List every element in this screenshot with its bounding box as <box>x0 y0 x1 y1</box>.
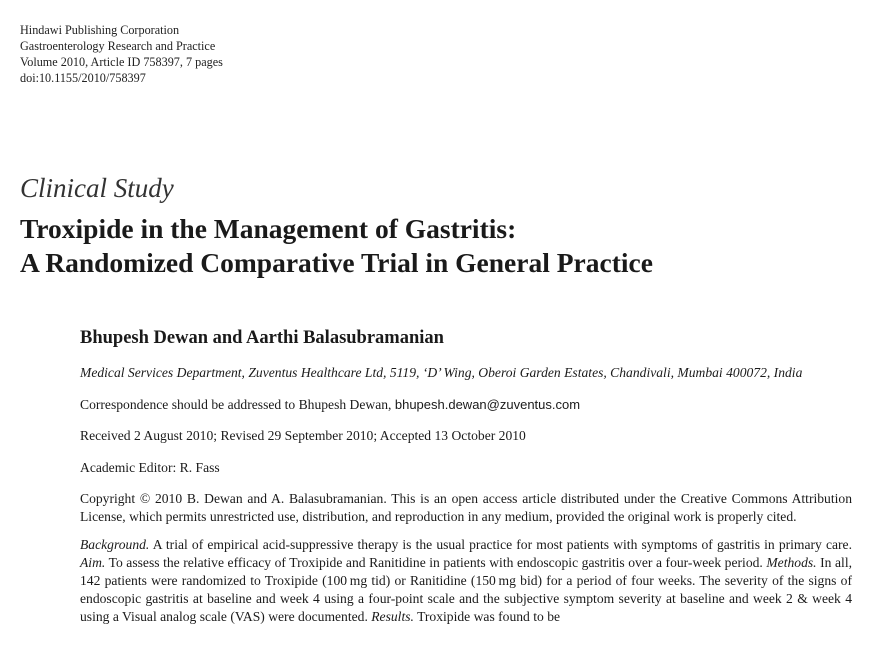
abstract-background-label: Background. <box>80 537 150 552</box>
publisher-name: Hindawi Publishing Corporation <box>20 23 180 37</box>
title-line-2: A Randomized Comparative Trial in General Practice <box>20 247 653 278</box>
abstract-results-label: Results. <box>371 609 414 624</box>
abstract-aim-label: Aim. <box>80 555 106 570</box>
copyright-notice: Copyright © 2010 B. Dewan and A. Balasubramanian. This is an open access article distributed under the Creative Commons Attribution License, which permits unrestricted use, distribution, and reproduction in any medium, provided the original work is properly cited. <box>80 491 852 524</box>
correspondence <box>80 396 852 414</box>
journal-header <box>20 22 223 86</box>
abstract-methods-label: Methods. <box>766 555 817 570</box>
academic-editor: Academic Editor: R. Fass <box>80 459 220 475</box>
correspondence-email-link[interactable]: bhupesh.dewan@zuventus.com <box>394 396 581 412</box>
abstract-background-text: A trial of empirical acid-suppressive therapy is the usual practice for most patients with symptoms of gastritis in primary care. <box>149 537 852 552</box>
correspondence-text: Correspondence should be addressed to Bhupesh Dewan, <box>80 396 395 412</box>
title-line-1: Troxipide in the Management of Gastritis: <box>20 213 517 244</box>
abstract-results-text: Troxipide was found to be <box>413 609 561 624</box>
article-type: Clinical Study <box>20 173 174 203</box>
article-front-matter <box>80 326 852 636</box>
article-dates: Received 2 August 2010; Revised 29 September 2010; Accepted 13 October 2010 <box>80 428 526 443</box>
authors: Bhupesh Dewan and Aarthi Balasubramanian <box>80 328 444 348</box>
abstract <box>80 536 852 626</box>
article-title <box>20 212 653 280</box>
affiliation: Medical Services Department, Zuventus Healthcare Ltd, 5119, ‘D’ Wing, Oberoi Garden Estates, Chandivali, Mumbai 400072, India <box>80 365 803 380</box>
journal-name: Gastroenterology Research and Practice <box>20 39 216 53</box>
abstract-methods-text: In all, 142 patients were randomized to Troxipide (100 mg tid) or Ranitidine (150 mg bid) for a period of four weeks. The severity of the signs of endoscopic gastritis at baseline and week 4 using a four-point scale and the subjective symptom severity at baseline and week 2 & week 4 using a Visual analog scale (VAS) were documented. <box>80 555 852 624</box>
volume-info: Volume 2010, Article ID 758397, 7 pages <box>20 55 223 69</box>
abstract-aim-text: To assess the relative efficacy of Troxipide and Ranitidine in patients with endoscopic gastritis over a four-week period. <box>105 555 767 570</box>
doi: doi:10.1155/2010/758397 <box>20 71 146 85</box>
